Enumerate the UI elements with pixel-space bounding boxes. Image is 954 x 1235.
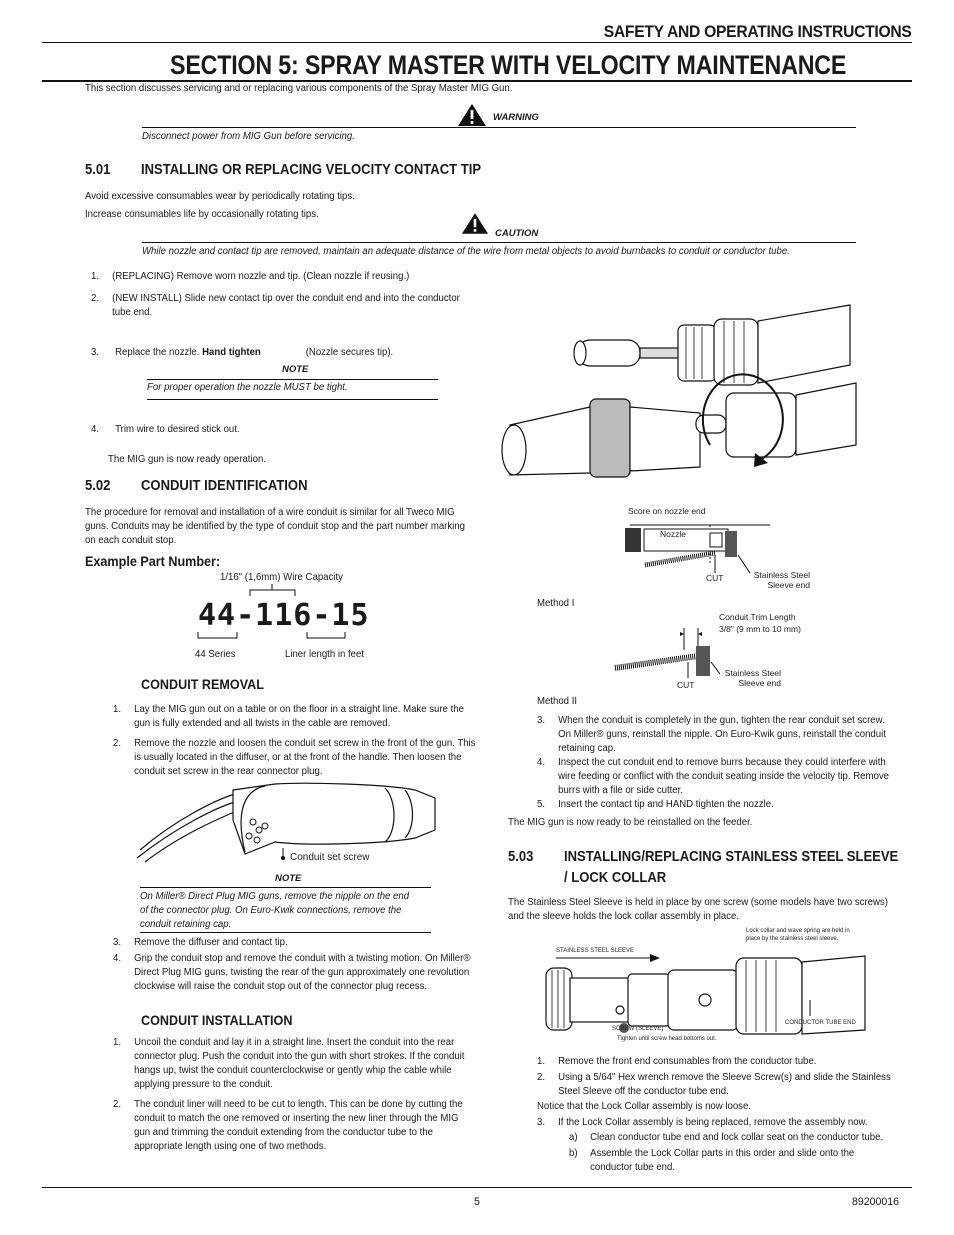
trim-length-label: Conduit Trim Length: [719, 612, 796, 622]
removal-note-label: NOTE: [275, 873, 302, 884]
s503-substep-b: b) Assemble the Lock Collar parts in this order and slide onto the conductor tube end.: [569, 1148, 855, 1173]
score-nozzle-label: Score on nozzle end: [628, 506, 706, 516]
removal-note-rule: [140, 887, 431, 888]
stainless-sleeve-caption: STAINLESS STEEL SLEEVE: [556, 948, 635, 954]
removal-step-1: 1. Lay the MIG gun out on a table or on the floor in a straight line. Make sure the gun is fully extended and all twists in the cable are removed.: [113, 704, 464, 729]
s501-note-label: NOTE: [282, 364, 309, 375]
s501-step-3: 3. Replace the nozzle. Hand tighten (Nozzle secures tip).: [91, 347, 394, 358]
warning-icon: [457, 103, 487, 127]
methods-ready: The MIG gun is now ready to be reinstalled on the feeder.: [508, 817, 753, 828]
method-2-illustration: [610, 620, 720, 690]
s501-ready: The MIG gun is now ready operation.: [108, 454, 266, 465]
s503-step-1: 1. Remove the front end consumables from the conductor tube.: [537, 1056, 817, 1067]
s503-substep-a: a) Clean conductor tube end and lock collar seat on the conductor tube.: [569, 1132, 884, 1143]
s501-paragraph-1: Avoid excessive consumables wear by periodically rotating tips.: [85, 191, 355, 202]
footer-rule: [42, 1187, 912, 1188]
method-1-label: Method I: [537, 598, 575, 609]
s503-paragraph: The Stainless Steel Sleeve is held in place by one screw (some models have two screws) and the sleeve holds the lock collar assembly in place.: [508, 897, 888, 922]
s503-step-3: 3. If the Lock Collar assembly is being replaced, remove the assembly now.: [537, 1117, 868, 1128]
contact-tip-illustration: [500, 295, 860, 485]
example-part-label: Example Part Number:: [85, 553, 221, 569]
page-number: 5: [474, 1196, 480, 1208]
s502-paragraph: The procedure for removal and installation of a wire conduit is similar for all Tweco MIG guns. Conduits may be identified by the type of conduit stop and the part number marking on each conduit stop.: [85, 507, 465, 546]
part-number: 44-116-15: [198, 598, 370, 633]
warning-rule: [142, 127, 856, 128]
wire-capacity-label: 1/16" (1,6mm) Wire Capacity: [220, 572, 343, 583]
installation-step-2: 2. The conduit liner will need to be cut to length. This can be done by cutting the conduit to match the one removed or inserting the new liner through the MIG gun and trimming the conduit extending from the conductor tube to the appropriate length using one of two methods.: [113, 1099, 463, 1152]
method-step-3: 3. When the conduit is completely in the gun, tighten the rear conduit set screw. On Miller® guns, reinstall the nipple. On Euro-Kwik guns, reinstall the conduit retaining cap.: [537, 715, 886, 754]
nozzle-label: Nozzle: [660, 529, 686, 539]
s501-step-4: 4. Trim wire to desired stick out.: [91, 424, 240, 435]
tighten-caption: Tighten until screw head bottoms out.: [617, 1036, 717, 1042]
section-title: SECTION 5: SPRAY MASTER WITH VELOCITY MAINTENANCE: [170, 50, 847, 80]
method-1-sleeve-label: Stainless Steel Sleeve end: [753, 570, 810, 590]
s501-note-rule: [147, 379, 438, 380]
header-rule: [42, 42, 912, 43]
hand-tighten-emphasis: Hand tighten: [202, 347, 261, 358]
s501-note-rule-bottom: [147, 399, 438, 400]
warning-text: Disconnect power from MIG Gun before servicing.: [142, 131, 355, 142]
method-step-5: 5. Insert the contact tip and HAND tighten the nozzle.: [537, 799, 774, 810]
removal-step-2: 2. Remove the nozzle and loosen the conduit set screw in the front of the gun. This is usually located in the diffuser, or at the front of the handle. Then loosen the conduit set screw in the rear connector plug.: [113, 738, 476, 777]
removal-step-4: 4. Grip the conduit stop and remove the conduit with a twisting motion. On Miller® Direct Plug MIG guns, twisting the rear of the gun approximately one revolution clockwise will raise the conduit stop out of the connector plug recess.: [113, 953, 471, 992]
section-5-01-number: 5.01: [85, 162, 111, 178]
s501-note-text: For proper operation the nozzle MUST be tight.: [147, 382, 348, 393]
series-label: 44 Series: [195, 649, 236, 660]
s501-step-1-text: (REPLACING) Remove worn nozzle and tip. (Clean nozzle if reusing.): [112, 271, 410, 282]
conduit-set-screw-caption: Conduit set screw: [290, 852, 370, 863]
caution-icon: [461, 212, 489, 235]
section-5-03-title-2: / LOCK COLLAR: [564, 870, 667, 886]
s503-step-2: 2. Using a 5/64" Hex wrench remove the Sleeve Screw(s) and slide the Stainless Steel Sleeve off the conductor tube end.: [537, 1072, 891, 1097]
s501-step-2: 2. (NEW INSTALL) Slide new contact tip over the conduit end and into the conductor tube end.: [91, 293, 460, 318]
removal-note-text: On Miller® Direct Plug MIG guns, remove the nipple on the end of the connector plug. On Euro-Kwik connections, remove the conduit retaining cap.: [140, 891, 410, 930]
document-number: 89200016: [852, 1196, 899, 1208]
caution-rule: [142, 242, 856, 243]
section-5-03-title-1: INSTALLING/REPLACING STAINLESS STEEL SLEEVE: [564, 849, 899, 865]
installation-step-1: 1. Uncoil the conduit and lay it in a straight line. Insert the conduit into the rear connector plug. Push the conduit into the gun with short strokes. If the conduit hangs up, twist the conduit counterclockwise or gently whip the cable while applying pressure to the conduit.: [113, 1037, 465, 1090]
method-2-sleeve-label: Stainless Steel Sleeve end: [724, 668, 781, 688]
warning-label: WARNING: [493, 112, 539, 123]
s503-notice: Notice that the Lock Collar assembly is now loose.: [537, 1101, 751, 1112]
liner-length-label: Liner length in feet: [285, 649, 364, 660]
s501-paragraph-2: Increase consumables life by occasionally rotating tips.: [85, 209, 319, 220]
conduit-installation-title: CONDUIT INSTALLATION: [141, 1012, 293, 1028]
method-2-label: Method II: [537, 696, 578, 707]
screw-sleeve-caption: SCREW (SLEEVE): [612, 1026, 664, 1032]
removal-note-rule-bottom: [140, 932, 431, 933]
method-step-4: 4. Inspect the cut conduit end to remove burrs because they could interfere with wire feeding or conflict with the conduit seating inside the velocity tip. Remove burrs with a file or side cutter.: [537, 757, 889, 796]
section-5-01-title: INSTALLING OR REPLACING VELOCITY CONTACT TIP: [141, 162, 482, 178]
lock-collar-caption: Lock collar and wave spring are held in place by the stainless steel sleeve.: [746, 928, 850, 942]
conduit-removal-title: CONDUIT REMOVAL: [141, 676, 264, 692]
section-5-03-number: 5.03: [508, 849, 534, 865]
s501-step-1: 1. (REPLACING) Remove worn nozzle and tip. (Clean nozzle if reusing.): [91, 271, 410, 282]
intro-text: This section discusses servicing and or replacing various components of the Spray Master MIG Gun.: [85, 83, 513, 94]
running-header: SAFETY AND OPERATING INSTRUCTIONS: [604, 22, 912, 41]
trim-length-value: 3/8" (9 mm to 10 mm): [719, 624, 801, 634]
s501-step-2-text: (NEW INSTALL) Slide new contact tip over the conduit end and into the conductor tube end.: [112, 293, 460, 318]
caution-text: While nozzle and contact tip are removed, maintain an adequate distance of the wire from metal objects to avoid burnbacks to conduit or conductor tube.: [142, 246, 790, 257]
section-5-02-number: 5.02: [85, 478, 111, 494]
section-5-02-title: CONDUIT IDENTIFICATION: [141, 478, 308, 494]
removal-step-3: 3. Remove the diffuser and contact tip.: [113, 937, 288, 948]
conductor-tube-end-caption: CONDUCTOR TUBE END: [785, 1020, 856, 1026]
method-2-cut-label: CUT: [677, 680, 695, 690]
caution-label: CAUTION: [495, 228, 539, 239]
method-1-cut-label: CUT: [706, 573, 724, 583]
